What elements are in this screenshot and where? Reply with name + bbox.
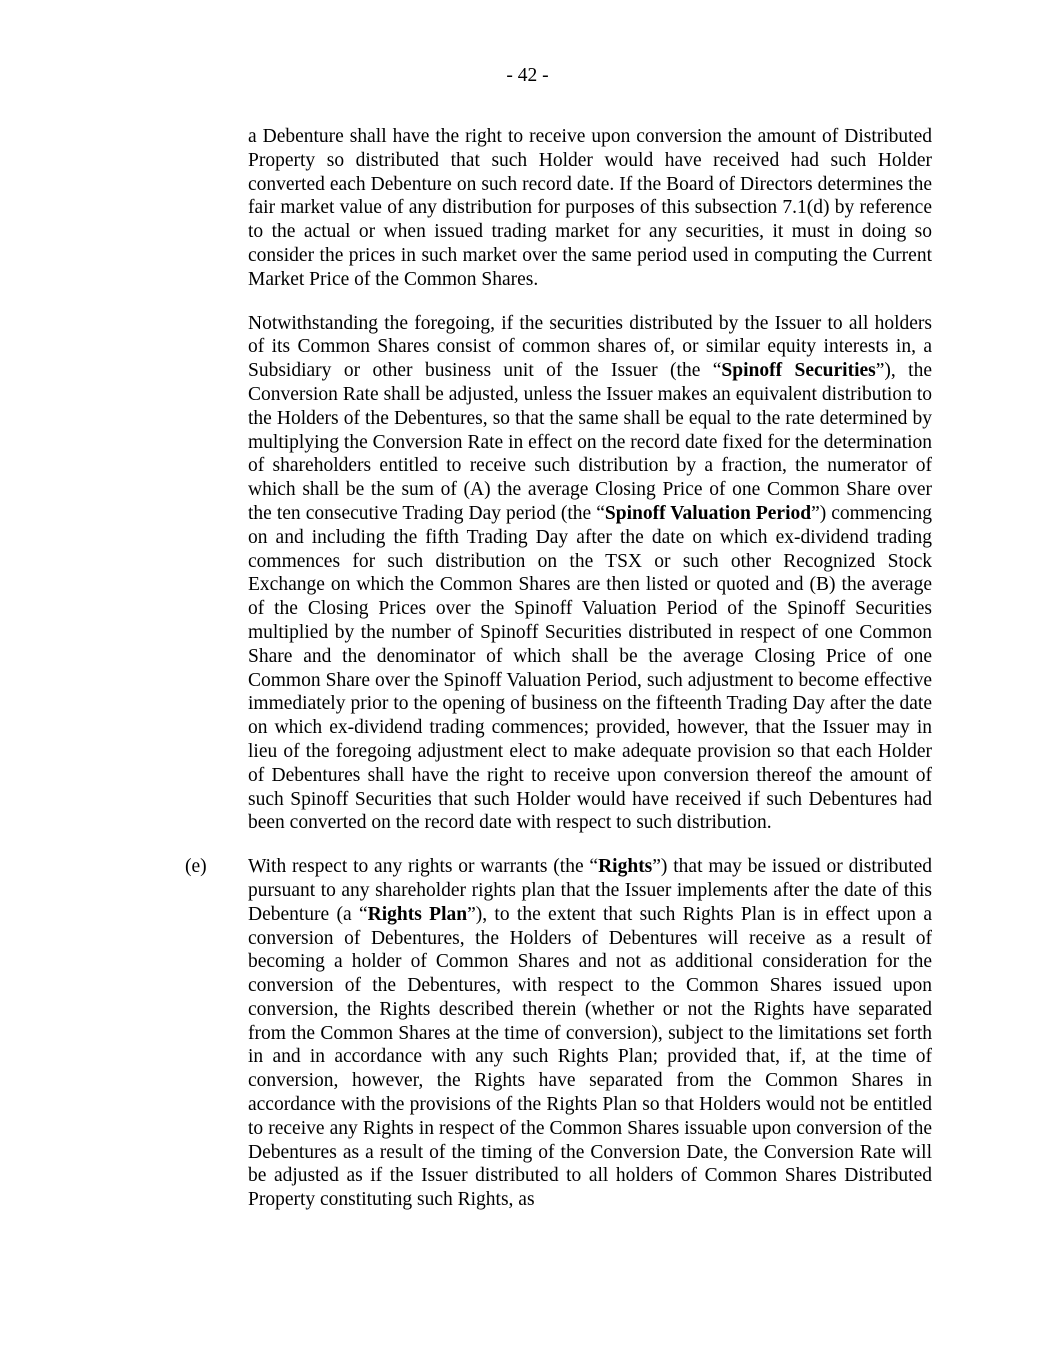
paragraph-text: Notwithstanding the foregoing, if the securities distributed by the Issuer to all holders of its Common Shares consist of common shares of, or similar equity interests in, a Subsidiary or other business unit of the Issuer (the “	[248, 312, 932, 382]
paragraph-distributed-property: a Debenture shall have the right to receive upon conversion the amount of Distributed Property so distributed that such Holder would have received had such Holder converted each Debenture on such record date. If the Board of Directors determines the fair market value of any distribution for purposes of this subsection 7.1(d) by reference to the actual or when issued trading market for any securities, it must in doing so consider the prices in such market over the same period used in computing the Current Market Price of the Common Shares.	[248, 126, 932, 290]
defined-term-spinoff-securities: Spinoff Securities	[721, 360, 876, 382]
paragraph-text: ”) commencing on and including the fifth Trading Day after the date on which ex-dividend trading commences for such distribution on the TSX or such other Recognized Stock Exchange on which the Common Shares are then listed or quoted and (B) the average of the Closing Prices over the Spinoff Valuation Period of the Spinoff Securities multiplied by the number of Spinoff Securities distributed in respect of one Common Share and the denominator of which shall be the average Closing Price of one Common Share over the Spinoff Valuation Period, such adjustment to become effective immediately prior to the opening of business on the fifteenth Trading Day after the date on which ex-dividend trading commences; provided, however, that the Issuer may in lieu of the foregoing adjustment elect to make adequate provision so that each Holder of Debentures shall have the right to receive upon conversion thereof the amount of such Spinoff Securities that such Holder would have received if such Debentures had been converted on the record date with respect to such distribution.	[248, 502, 932, 834]
document-body	[185, 125, 932, 1212]
page-number: - 42 -	[506, 65, 549, 86]
subsection-e-label: (e)	[185, 856, 207, 878]
paragraph-text: ”), to the extent that such Rights Plan is in effect upon a conversion of Debentures, the Holders of Debentures will receive as a result of becoming a holder of Common Shares and not as additional consideration for the conversion of the Debentures, with respect to the Common Shares issued upon conversion, the Rights described therein (whether or not the Rights have separated from the Common Shares at the time of conversion), subject to the limitations set forth in and in accordance with any such Rights Plan; provided that, if, at the time of conversion, however, the Rights have separated from the Common Shares in accordance with the provisions of the Rights Plan so that Holders would not be entitled to receive any Rights in respect of the Common Shares issuable upon conversion of the Debentures as a result of the timing of the Conversion Date, the Conversion Rate will be adjusted as if the Issuer distributed to all holders of Common Shares Distributed Property constituting such Rights, as	[248, 903, 932, 1211]
paragraph-text: ”), the Conversion Rate shall be adjusted, unless the Issuer makes an equivalent distribution to the Holders of the Debentures, so that the same shall be equal to the rate determined by multiplying the Conversion Rate in effect on the record date fixed for the determination of shareholders entitled to receive such distribution by a fraction, the numerator of which shall be the sum of (A) the average Closing Price of one Common Share over the ten consecutive Trading Day period (the “	[248, 360, 932, 524]
defined-term-rights-plan: Rights Plan	[367, 903, 468, 925]
paragraph-spinoff-securities	[248, 312, 932, 836]
paragraph-text: With respect to any rights or warrants (the “	[248, 856, 599, 878]
subsection-e-text	[248, 855, 932, 1212]
paragraph-text: ”) that may be issued or distributed pursuant to any shareholder rights plan that the Issuer implements after the date of this Debenture (a “	[248, 856, 932, 925]
subsection-e	[185, 855, 932, 1212]
defined-term-spinoff-valuation-period: Spinoff Valuation Period	[604, 502, 812, 524]
defined-term-rights: Rights	[598, 856, 653, 878]
